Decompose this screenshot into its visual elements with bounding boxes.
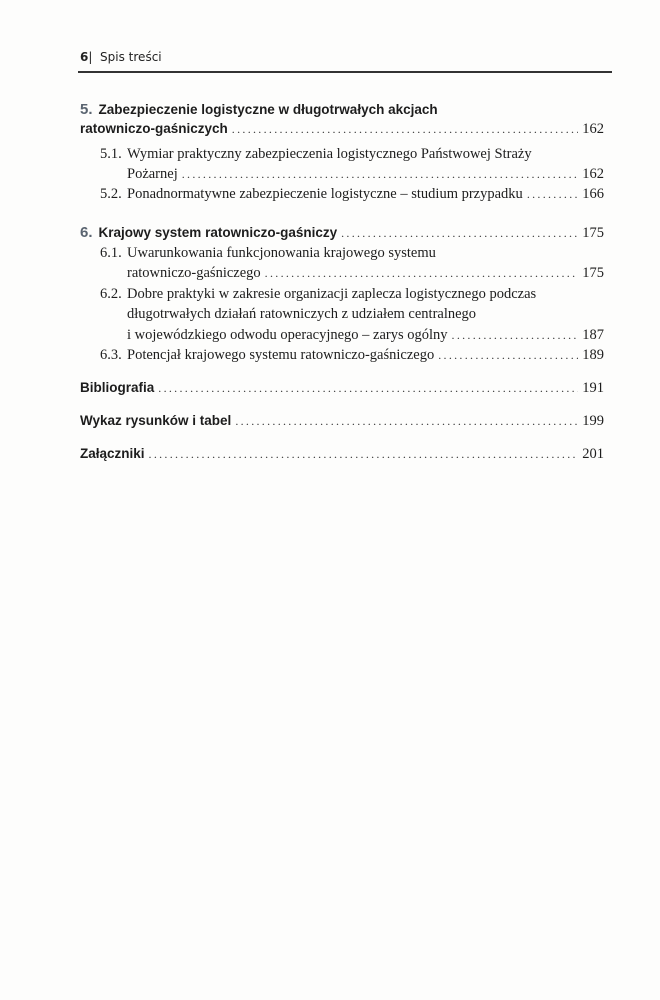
entry-title: Bibliografia <box>80 380 155 395</box>
section-title-line: Wymiar praktyczny zabezpieczenia logistycznego Państwowej Straży <box>127 146 532 162</box>
section-title-line: Potencjał krajowego systemu ratowniczo-gaśniczego <box>127 347 435 363</box>
chapter-number: 5. <box>80 101 93 118</box>
section-title-line: długotrwałych działań ratowniczych z udziałem centralnego <box>127 306 477 322</box>
dot-leader <box>158 381 578 396</box>
toc-section-6-2[interactable] <box>100 286 604 306</box>
section-title-line: Pożarnej <box>127 166 178 182</box>
toc-chapter-5-cont[interactable] <box>80 121 604 141</box>
section-title-line: i wojewódzkiego odwodu operacyjnego – zarys ogólny <box>127 327 448 343</box>
section-number: 5.2. <box>100 186 122 202</box>
page-ref: 175 <box>582 225 604 241</box>
dot-leader <box>438 348 578 363</box>
dot-leader <box>452 328 579 343</box>
page-ref: 175 <box>582 265 604 281</box>
toc-section-5-1-cont[interactable] <box>127 166 604 186</box>
toc-section-6-2-cont[interactable] <box>127 306 604 326</box>
page-ref: 162 <box>582 166 604 182</box>
entry-title: Wykaz rysunków i tabel <box>80 413 232 428</box>
dot-leader <box>341 226 578 241</box>
page-ref: 191 <box>582 380 604 396</box>
section-number: 6.1. <box>100 245 122 261</box>
header-rule <box>78 71 612 73</box>
running-header <box>80 50 162 64</box>
chapter-title-line: Zabezpieczenie logistyczne w długotrwałych akcjach <box>98 102 438 117</box>
dot-leader <box>149 447 579 462</box>
chapter-title-line: ratowniczo-gaśniczych <box>80 121 228 136</box>
section-number: 6.2. <box>100 286 122 302</box>
toc-chapter-5[interactable] <box>80 101 604 121</box>
page-ref: 187 <box>582 327 604 343</box>
toc-chapter-6[interactable] <box>80 224 604 244</box>
section-number: 5.1. <box>100 146 122 162</box>
section-title-line: Dobre praktyki w zakresie organizacji zaplecza logistycznego podczas <box>127 286 537 302</box>
page-ref: 166 <box>582 186 604 202</box>
page-number: 6 <box>80 50 89 64</box>
toc-section-6-1[interactable] <box>100 245 604 265</box>
dot-leader <box>527 187 578 202</box>
header-section-title: Spis treści <box>100 50 162 64</box>
section-title-line: Uwarunkowania funkcjonowania krajowego systemu <box>127 245 436 261</box>
section-title-line: Ponadnormatywne zabezpieczenie logistyczne – studium przypadku <box>127 186 523 202</box>
dot-leader <box>232 122 578 137</box>
page-ref: 162 <box>582 121 604 137</box>
toc-bibliografia[interactable] <box>80 380 604 400</box>
dot-leader <box>182 167 579 182</box>
entry-title: Załączniki <box>80 446 145 461</box>
toc-section-6-2-cont2[interactable] <box>127 327 604 347</box>
toc-section-5-2[interactable] <box>100 186 604 206</box>
toc-zalaczniki[interactable] <box>80 446 604 466</box>
page-ref: 189 <box>582 347 604 363</box>
page-ref: 199 <box>582 413 604 429</box>
chapter-number: 6. <box>80 224 93 241</box>
chapter-title-line: Krajowy system ratowniczo-gaśniczy <box>98 225 338 240</box>
dot-leader <box>235 414 578 429</box>
dot-leader <box>265 266 579 281</box>
page-ref: 201 <box>582 446 604 462</box>
toc-section-6-3[interactable] <box>100 347 604 367</box>
toc-section-5-1[interactable] <box>100 146 604 166</box>
toc-wykaz[interactable] <box>80 413 604 433</box>
header-separator: | <box>88 50 93 64</box>
toc-section-6-1-cont[interactable] <box>127 265 604 285</box>
section-number: 6.3. <box>100 347 122 363</box>
section-title-line: ratowniczo-gaśniczego <box>127 265 261 281</box>
